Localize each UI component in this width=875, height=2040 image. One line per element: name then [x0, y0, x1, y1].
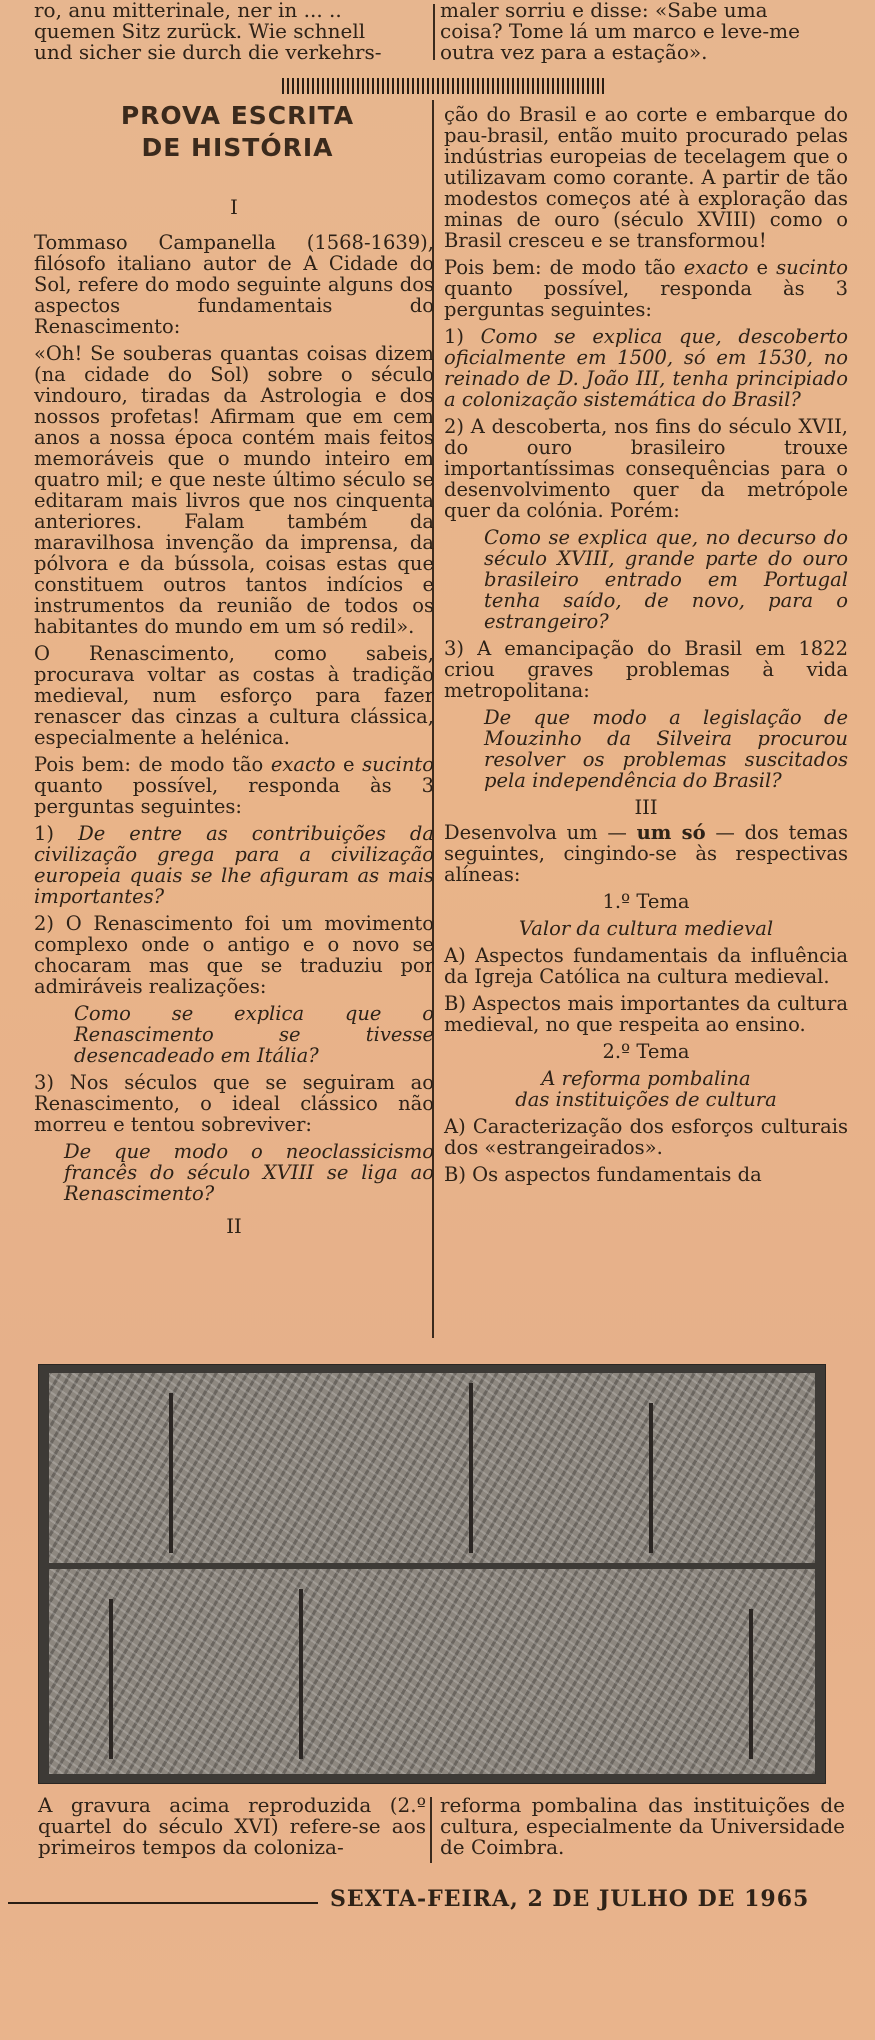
caption-right: reforma pombalina das instituições de cultura, especialmente da Universidade de Coimbra. [440, 1793, 845, 1859]
text-span: sucinto [776, 256, 848, 279]
text-span: Pois bem: de modo tão [444, 256, 684, 279]
text-span: exacto [683, 256, 749, 279]
question-1 [34, 823, 434, 907]
top-left-fragment [34, 0, 430, 63]
question-2: 2) O Renascimento foi um movimento complexo onde o antigo e o novo se chocaram mas que se traduziu por admiráveis realizações: [34, 912, 434, 998]
title-line-1: PROVA ESCRITA [120, 101, 355, 130]
engraving-panel-top [49, 1373, 815, 1563]
question-text: De entre as contribuições da civilização grega para a civilização europeia quais se lhe afiguram as mais importantes? [34, 822, 435, 908]
text-span: — dos temas seguintes, cingindo-se às respectivas alíneas: [444, 821, 849, 886]
question-number: 1) [34, 822, 79, 845]
text-span: Pois bem: de modo tão [34, 753, 271, 776]
question-3-prompt: De que modo a legislação de Mouzinho da Silveira procurou resolver os problemas suscitados pela independência do Brasil? [484, 706, 848, 792]
engraving-detail [469, 1383, 473, 1553]
text-span: e [335, 753, 363, 776]
engraving-detail [109, 1599, 113, 1759]
caption-left: A gravura acima reproduzida (2.º quartel do século XVI) refere-se aos primeiros tempos da coloniza- [38, 1793, 426, 1859]
article-title [60, 100, 415, 164]
intro-paragraph: ção do Brasil e ao corte e embarque do pau-brasil, então muito procurado pelas indústrias europeias de tecelagem que o utilizavam como corante. A partir de tão modestos começos até à exploração das minas de ouro (século XVIII) como o Brasil cresceu e se transformou! [444, 103, 848, 252]
title-line-2: DE HISTÓRIA [141, 133, 334, 162]
text-span: exacto [270, 753, 336, 776]
question-2: 2) A descoberta, nos fins do século XVII, do ouro brasileiro trouxe importantíssimas consequências para o desenvolvimento quer da metrópole quer da colónia. Porém: [444, 415, 848, 522]
text-span: quanto possível, responda às 3 perguntas seguintes: [444, 277, 848, 321]
theme-2-heading: 2.º Tema [602, 1040, 690, 1063]
section-number: I [230, 196, 238, 219]
section-number: II [226, 1215, 242, 1238]
top-right-fragment [440, 0, 850, 63]
renascimento-paragraph: O Renascimento, como sabeis, procurava voltar as costas à tradição medieval, num esforço para fazer renascer das cinzas a cultura clássica, especialmente a helénica. [34, 642, 434, 749]
left-column [34, 185, 434, 1251]
theme-2-title-line-2: das instituições de cultura [515, 1088, 777, 1111]
right-column [444, 104, 848, 1191]
fragment-line: und sicher sie durch die verkehrs- [34, 40, 382, 64]
fragment-line: coisa? Tome lá um marco e leve-me [440, 19, 800, 43]
column-divider [433, 4, 435, 60]
engraving-detail [169, 1393, 173, 1553]
theme-1-item-b: B) Aspectos mais importantes da cultura medieval, no que respeita ao ensino. [444, 992, 848, 1036]
question-3: 3) Nos séculos que se seguiram ao Renascimento, o ideal clássico não morreu e tentou sobreviver: [34, 1071, 434, 1136]
engraving-image [38, 1364, 826, 1784]
theme-1-item-a: A) Aspectos fundamentais da influência da Igreja Católica na cultura medieval. [444, 944, 848, 988]
question-2-prompt: Como se explica que, no decurso do século XVIII, grande parte do ouro brasileiro entrado em Portugal tenha saído, de novo, para o estrangeiro? [484, 526, 848, 633]
theme-2-item-a: A) Caracterização dos esforços culturais dos «estrangeirados». [444, 1115, 848, 1159]
fragment-line: ro, anu mitterinale, ner in ... .. [34, 0, 342, 22]
intro-paragraph: Tommaso Campanella (1568-1639), filósofo italiano autor de A Cidade do Sol, refere do modo seguinte alguns dos aspectos fundamentais do Renascimento: [34, 231, 434, 338]
instruction-paragraph [444, 257, 848, 320]
engraving-detail [749, 1609, 753, 1759]
theme-2-title-line-1: A reforma pombalina [541, 1067, 751, 1090]
decorative-rule [282, 78, 604, 94]
question-text: Como se explica que, descoberto oficialmente em 1500, só em 1530, no reinado de D. João III, tenha principiado a colonização sistemática do Brasil? [444, 325, 848, 411]
text-span: sucinto [362, 753, 434, 776]
fragment-line: quemen Sitz zurück. Wie schnell [34, 19, 366, 43]
section-number: III [634, 796, 658, 819]
column-divider [430, 1797, 432, 1863]
footer-rule [8, 1902, 318, 1904]
develop-paragraph [444, 822, 848, 885]
instruction-paragraph [34, 754, 434, 817]
theme-1-title: Valor da cultura medieval [518, 917, 774, 940]
fragment-line: outra vez para a estação». [440, 40, 708, 64]
text-span: e [748, 256, 777, 279]
engraving-detail [299, 1589, 303, 1759]
question-3: 3) A emancipação do Brasil em 1822 criou graves problemas à vida metropolitana: [444, 637, 848, 702]
question-number: 1) [444, 325, 481, 348]
text-span: Desenvolva um — [444, 821, 637, 844]
theme-2-item-b: B) Os aspectos fundamentais da [444, 1163, 762, 1186]
fragment-line: maler sorriu e disse: «Sabe uma [440, 0, 768, 22]
text-span: quanto possível, responda às 3 perguntas seguintes: [34, 774, 434, 818]
engraving-panel-bottom [49, 1569, 815, 1774]
question-2-prompt: Como se explica que o Renascimento se tivesse desencadeado em Itália? [74, 1002, 434, 1067]
question-3-prompt: De que modo o neoclassicismo francês do século XVIII se liga ao Renascimento? [64, 1140, 434, 1205]
text-span: um só [636, 821, 706, 844]
engraving-detail [649, 1403, 653, 1553]
question-1 [444, 326, 848, 410]
footer-date: SEXTA-FEIRA, 2 DE JULHO DE 1965 [330, 1886, 810, 1912]
theme-1-heading: 1.º Tema [602, 890, 690, 913]
quote-paragraph: «Oh! Se souberas quantas coisas dizem (na cidade do Sol) sobre o século vindouro, tiradas da Astrologia e dos nossos profetas! Afirmam que em cem anos a nossa época contém mais feitos memoráveis que o mundo inteiro em quatro mil; e que neste último século se editaram mais livros que nos cinquenta anteriores. Falam também da maravilhosa invenção da imprensa, da pólvora e da bússola, coisas estas que constituem outros tantos indícios e instrumentos da reunião de todos os habitantes do mundo em um só redil». [34, 342, 434, 638]
